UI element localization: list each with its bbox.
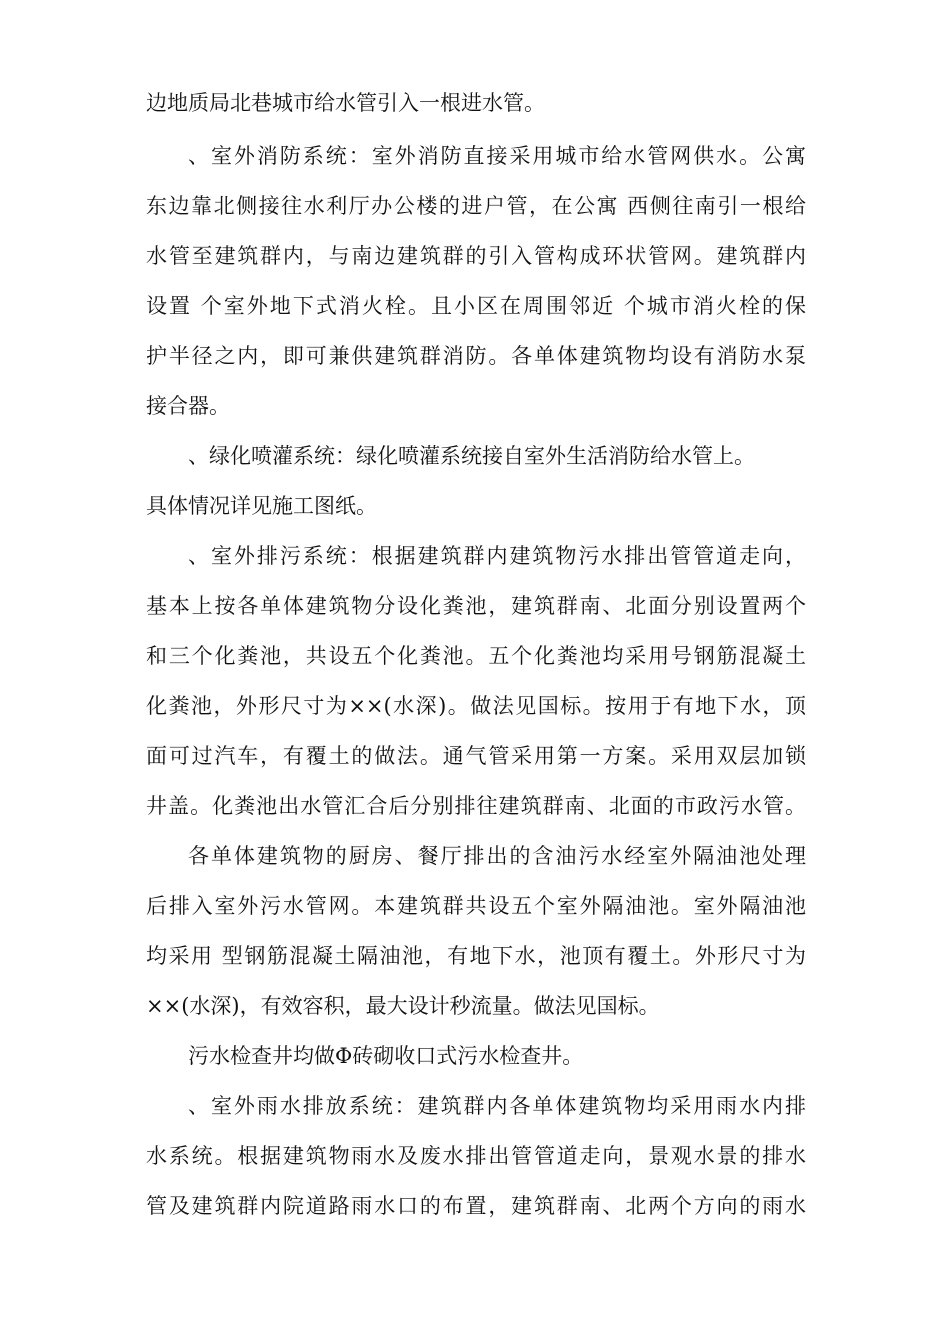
text-line: 均采用 型钢筋混凝土隔油池，有地下水，池顶有覆土。外形尺寸为 [146,944,806,968]
text-line: 各单体建筑物的厨房、餐厅排出的含油污水经室外隔油池处理 [188,844,806,868]
text-line: 井盖。化粪池出水管汇合后分别排往建筑群南、北面的市政污水管。 [146,794,806,818]
text-line: 具体情况详见施工图纸。 [146,494,377,518]
text-line: 化粪池，外形尺寸为××(水深)。做法见国标。按用于有地下水，顶 [146,694,806,718]
text-line: 、室外消防系统：室外消防直接采用城市给水管网供水。公寓 [188,144,806,168]
text-line: 边地质局北巷城市给水管引入一根进水管。 [146,91,545,115]
text-line: 设置 个室外地下式消火栓。且小区在周围邻近 个城市消火栓的保 [146,294,806,318]
text-line: 污水检查井均做Φ砖砌收口式污水检查井。 [188,1044,584,1068]
text-line: 、室外排污系统：根据建筑群内建筑物污水排出管管道走向， [188,544,806,568]
text-line: 、室外雨水排放系统：建筑群内各单体建筑物均采用雨水内排 [188,1094,806,1118]
text-line: 后排入室外污水管网。本建筑群共设五个室外隔油池。室外隔油池 [146,894,806,918]
text-line: 基本上按各单体建筑物分设化粪池，建筑群南、北面分别设置两个 [146,594,806,618]
text-line: ××(水深)，有效容积，最大设计秒流量。做法见国标。 [146,994,660,1018]
text-line: 水系统。根据建筑物雨水及废水排出管管道走向，景观水景的排水 [146,1144,806,1168]
text-line: 接合器。 [146,394,230,418]
text-line: 管及建筑群内院道路雨水口的布置，建筑群南、北两个方向的雨水 [146,1194,806,1218]
text-line: 和三个化粪池，共设五个化粪池。五个化粪池均采用号钢筋混凝土 [146,644,806,668]
text-line: 东边靠北侧接往水利厅办公楼的进户管，在公寓 西侧往南引一根给 [146,194,806,218]
text-line: 护半径之内，即可兼供建筑群消防。各单体建筑物均设有消防水泵 [146,344,806,368]
text-line: 水管至建筑群内，与南边建筑群的引入管构成环状管网。建筑群内 [146,244,806,268]
text-line: 、绿化喷灌系统：绿化喷灌系统接自室外生活消防给水管上。 [188,444,755,468]
text-line: 面可过汽车，有覆土的做法。通气管采用第一方案。采用双层加锁 [146,744,806,768]
